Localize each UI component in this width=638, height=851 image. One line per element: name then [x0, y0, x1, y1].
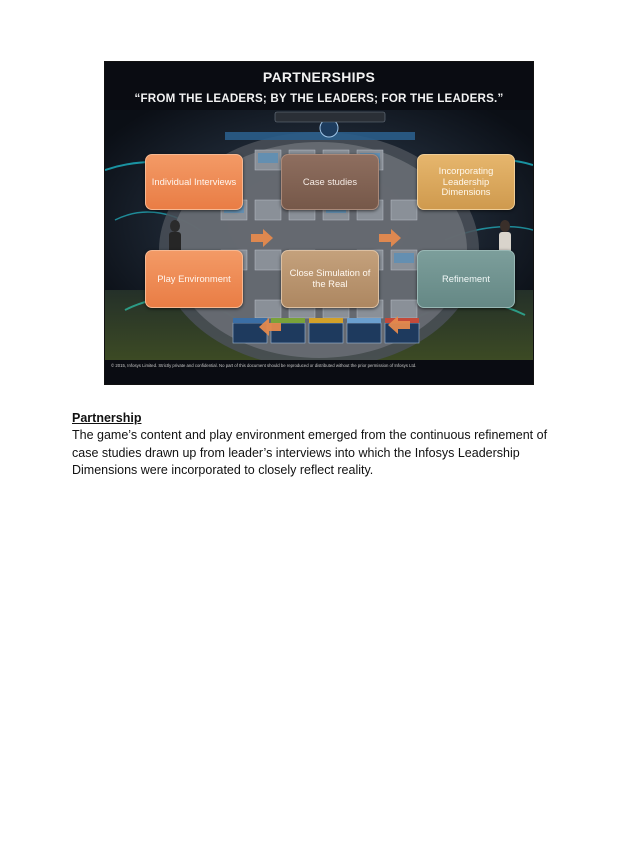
flow-box-case-studies [281, 154, 379, 210]
flow-box-individual-interviews [145, 154, 243, 210]
flow-label: Refinement [442, 272, 490, 284]
flow-box-play-environment [145, 250, 243, 308]
flow-label: Individual Interviews [151, 175, 237, 187]
caption-body: The game’s content and play environment emerged from the continuous refinement of case studies drawn up from leader’s interviews into which the Infosys Leadership Dimensions were incorporated to closely reflect reality. [72, 428, 548, 477]
flow-box-close-simulation [281, 250, 379, 308]
slide-title: PARTNERSHIPS [262, 69, 376, 85]
flow-box-incorporating-leadership-dimensions [417, 154, 515, 210]
caption-heading: Partnership [72, 411, 142, 425]
game-board-background [105, 110, 533, 360]
flow-label: Incorporating Leadership Dimensions [438, 164, 494, 198]
slide-image [105, 62, 533, 384]
slide-subtitle: “FROM THE LEADERS; BY THE LEADERS; FOR THE LEADERS.” [134, 92, 504, 105]
slide-copyright: © 2015, Infosys Limited. Strictly private and confidential. No part of this document should be reproduced or distributed without the prior permission of Infosys Ltd. [111, 363, 417, 368]
flow-label: Play Environment [157, 272, 231, 284]
flow-label: Close Simulation of the Real [289, 267, 371, 289]
flow-box-refinement [417, 250, 515, 308]
flow-label: Case studies [302, 175, 358, 187]
